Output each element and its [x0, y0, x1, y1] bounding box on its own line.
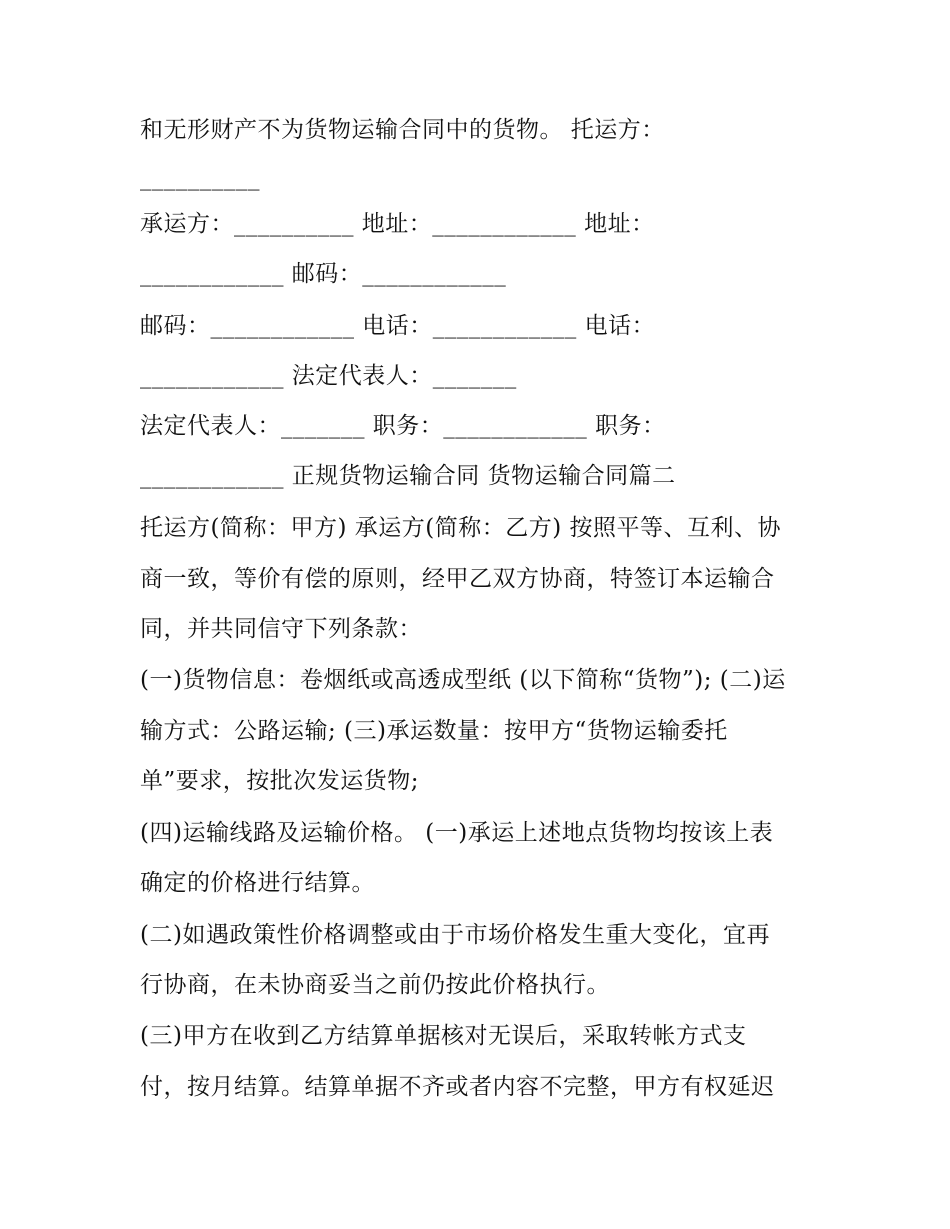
text-line: 邮码：____________ 电话：____________ 电话： [140, 313, 656, 339]
text-line: 付，按月结算。结算单据不齐或者内容不完整，甲方有权延迟 [140, 1074, 775, 1100]
text-line: 确定的价格进行结算。 [140, 870, 375, 896]
text-line: 商一致，等价有偿的原则，经甲乙双方协商，特签订本运输合 [140, 566, 775, 592]
text-line: 法定代表人：_______ 职务：____________ 职务： [140, 413, 666, 439]
text-line: (四)运输线路及运输价格。 (一)承运上述地点货物均按该上表 [140, 820, 774, 846]
text-line: 单”要求，按批次发运货物; [140, 768, 420, 794]
text-line: ____________ 正规货物运输合同 货物运输合同篇二 [140, 463, 676, 489]
text-line: (三)甲方在收到乙方结算单据核对无误后，采取转帐方式支 [140, 1023, 747, 1049]
text-line: 和无形财产不为货物运输合同中的货物。 托运方： [140, 117, 665, 143]
text-line: __________ [140, 165, 260, 191]
text-line: 托运方(简称：甲方) 承运方(简称：乙方) 按照平等、互利、协 [140, 515, 782, 541]
text-line: (一)货物信息：卷烟纸或高透成型纸 (以下简称“货物”); (二)运 [140, 667, 786, 693]
text-line: 承运方：__________ 地址：____________ 地址： [140, 211, 655, 237]
text-line: ____________ 法定代表人：_______ [140, 363, 517, 389]
text-line: 输方式：公路运输; (三)承运数量：按甲方“货物运输委托 [140, 718, 728, 744]
text-line: 同，并共同信守下列条款： [140, 616, 422, 642]
text-line: ____________ 邮码：____________ [140, 261, 507, 287]
text-line: 行协商，在未协商妥当之前仍按此价格执行。 [140, 972, 610, 998]
text-line: (二)如遇政策性价格调整或由于市场价格发生重大变化，宜再 [140, 922, 770, 948]
